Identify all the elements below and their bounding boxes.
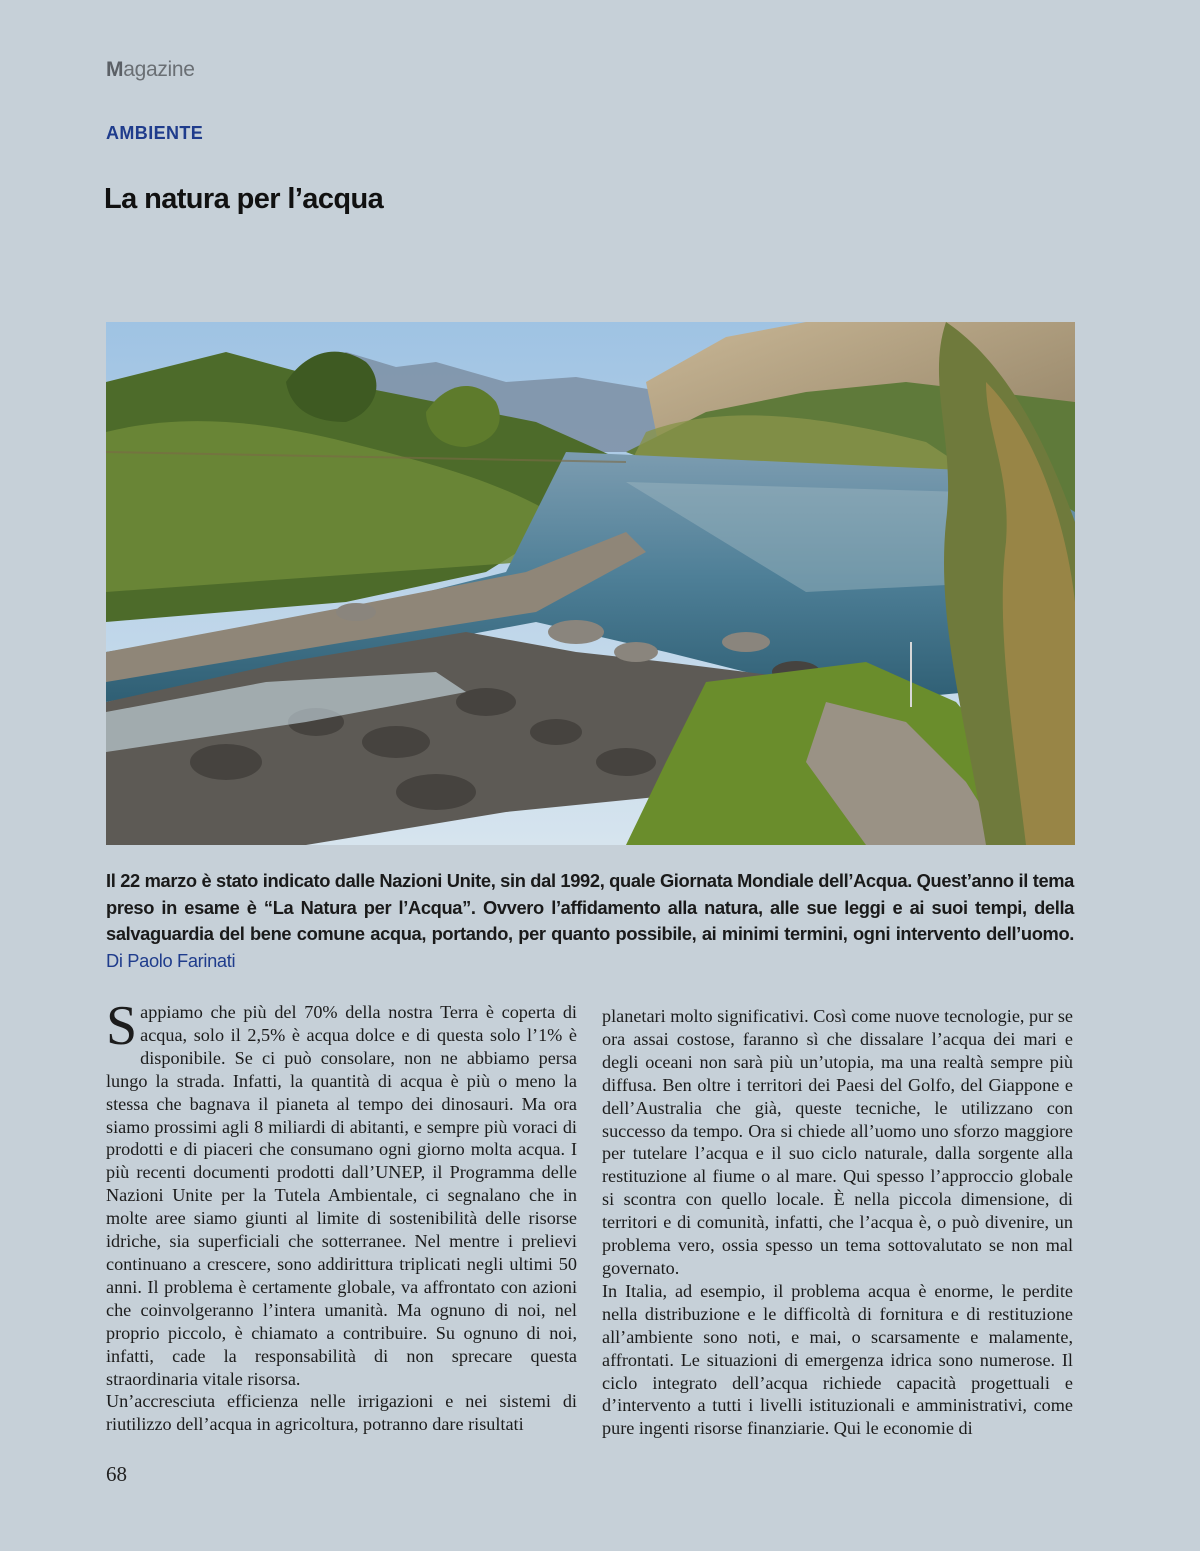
river-photo — [106, 322, 1075, 845]
body-paragraph: planetari molto significativi. Così come nuove tecnologie, pur se ora assai costose, faranno sì che dissalare l’acqua dei mari e degli oceani non sarà più un’utopia, ma una realtà sempre più diffusa. Ben oltre i territori dei Paesi del Golfo, del Giappone e dell’Australia che già, queste tecniche, le utilizzano con successo da tempo. Ora si chiede all’uomo uno sforzo maggiore per tutelare l’acqua e il suo ciclo naturale, dalla sorgente alla restituzione al fiume o al mare. Qui spesso l’approccio globale si scontra con quello locale. È nella piccola dimensione, di territori e di comunità, infatti, che l’acqua è, o può divenire, un problema vero, ossia spesso un tema sottovalutato se non mal governato. — [602, 1006, 1073, 1278]
drop-cap: S — [106, 995, 138, 1057]
lead-text: Il 22 marzo è stato indicato dalle Nazioni Unite, sin dal 1992, quale Giornata Mondiale dell’Acqua. Quest’anno il tema preso in esame è “La Natura per l’Acqua”. Ovvero l’affidamento alla natura, alle sue leggi e ai suoi tempi, della salvaguardia del bene comune acqua, portando, per quanto possibile, ai minimi termini, ogni intervento dell’uomo. — [106, 870, 1074, 944]
magazine-masthead — [106, 58, 195, 82]
section-label: AMBIENTE — [106, 123, 204, 143]
author-byline: Di Paolo Farinati — [106, 949, 236, 971]
masthead-capital: M — [106, 58, 124, 81]
page-number: 68 — [106, 1462, 127, 1486]
body-paragraph: In Italia, ad esempio, il problema acqua è enorme, le perdite nella distribuzione e le difficoltà di fornitura e di restituzione all’ambiente sono noti, e mai, o scarsamente e malamente, affrontati. Le situazioni di emergenza idrica sono numerose. Il ciclo integrato dell’acqua richiede capacità progettuali e d’intervento a tutti i livelli istituzionali e amministrativi, come pure ingenti risorse finanziarie. Qui le economie di — [602, 1280, 1073, 1439]
lead-paragraph — [106, 868, 1074, 974]
body-column-right — [602, 1005, 1073, 1440]
body-column-left — [106, 995, 577, 1436]
article-title: La natura per l’acqua — [104, 183, 384, 215]
body-paragraph: Un’accresciuta efficienza nelle irrigazioni e nei sistemi di riutilizzo dell’acqua in agricoltura, potranno dare risultati — [106, 1391, 577, 1435]
masthead-rest: agazine — [123, 58, 195, 81]
body-text: appiamo che più del 70% della nostra Terra è coperta di acqua, solo il 2,5% è acqua dolce e di questa solo l’1% è disponibile. Se ci può consolare, non ne abbiamo persa lungo la strada. Infatti, la quantità di acqua è più o meno la stessa che bagnava il pianeta al tempo dei dinosauri. Ma ora siamo prossimi agli 8 miliardi di abitanti, e sempre più voraci di prodotti e di piaceri che consumano ogni giorno molta acqua. I più recenti documenti prodotti dall’UNEP, il Programma delle Nazioni Unite per la Tutela Ambientale, ci segnalano che in molte aree siamo giunti al limite di sostenibilità delle risorse idriche, sia superficiali che sotterranee. Nel mentre i prelievi continuano a crescere, sono addirittura triplicati negli ultimi 50 anni. Il problema è certamente globale, va affrontato con azioni che coinvolgeranno l’intera umanità. Ma ognuno di noi, nel proprio piccolo, è chiamato a contribuire. Su ognuno di noi, infatti, cade la responsabilità di non sprecare questa straordinaria vitale risorsa. — [106, 1002, 577, 1389]
body-paragraph — [106, 995, 577, 1390]
